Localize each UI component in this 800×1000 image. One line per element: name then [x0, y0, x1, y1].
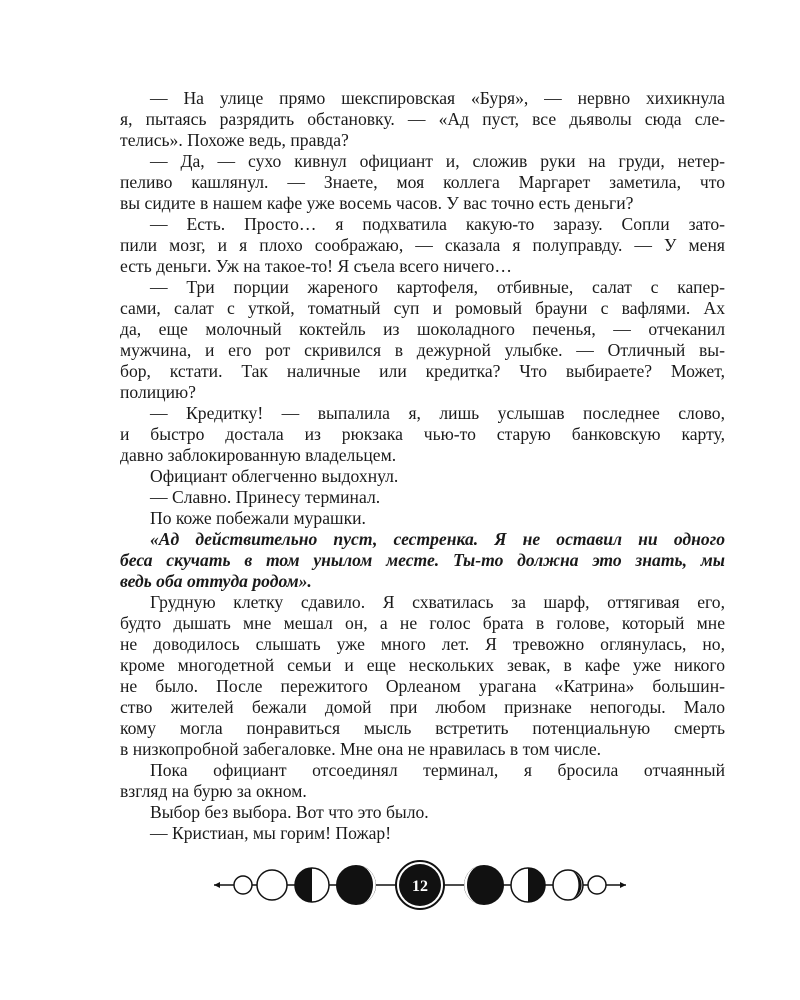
- text-line: не доводилось слышать уже много лет. Я тревожно оглянулась, но,: [120, 634, 725, 654]
- paragraph: [120, 823, 725, 844]
- text-line: Выбор без выбора. Вот что это было.: [150, 802, 429, 822]
- paragraph: [120, 487, 725, 508]
- text-line: — Славно. Принесу терминал.: [150, 487, 381, 507]
- gibbous-moon-icon: [336, 865, 376, 905]
- text-line: не было. После пережитого Орлеаном урагана «Катрина» большин-: [120, 676, 725, 696]
- text-line: ведь оба оттуда родом».: [120, 571, 312, 591]
- text-line: мужчина, и его рот скривился в дежурной улыбке. — Отличный вы-: [120, 340, 725, 360]
- text-line: я, пытаясь разрядить обстановку. — «Ад пуст, все дьяволы сюда сле-: [120, 109, 725, 129]
- half-moon-icon: [295, 868, 329, 902]
- new-moon-small-icon: [588, 876, 606, 894]
- text-line: пеливо кашлянул. — Знаете, моя коллега Маргарет заметила, что: [120, 172, 725, 192]
- text-line: — Кредитку! — выпалила я, лишь услышав последнее слово,: [150, 403, 725, 423]
- text-line: — Три порции жареного картофеля, отбивные, салат с капер-: [150, 277, 725, 297]
- text-line: и быстро достала из рюкзака чью-то старую банковскую карту,: [120, 424, 725, 444]
- right-arrow-icon: [606, 882, 626, 888]
- full-moon-page-number-badge: [396, 861, 444, 909]
- gibbous-moon-icon: [464, 865, 504, 905]
- paragraph: [120, 529, 725, 592]
- text-line: Грудную клетку сдавило. Я схватилась за шарф, оттягивая его,: [150, 592, 725, 612]
- text-line: бор, кстати. Так наличные или кредитка? Что выбираете? Может,: [120, 361, 725, 381]
- text-line: кому могла понравиться мысль встретить потенциальную смерть: [120, 718, 725, 738]
- text-line: кроме многодетной семьи и еще нескольких зевак, в кафе уже никого: [120, 655, 725, 675]
- text-line: — Кристиан, мы горим! Пожар!: [150, 823, 392, 843]
- text-line: — Есть. Просто… я подхватила какую-то заразу. Сопли зато-: [150, 214, 725, 234]
- text-line: да, еще молочный коктейль из шоколадного печенья, — отчеканил: [120, 319, 725, 339]
- text-line: будто дышать мне мешал он, а не голос брата в голове, который мне: [120, 613, 725, 633]
- paragraph: [120, 592, 725, 760]
- text-line: в низкопробной забегаловке. Мне она не нравилась в том числе.: [120, 739, 602, 759]
- text-line: ство жителей бежали домой при любом признаке непогоды. Мало: [120, 697, 725, 717]
- paragraph: [120, 466, 725, 487]
- paragraph: [120, 802, 725, 823]
- new-moon-icon: [257, 870, 287, 900]
- moon-phases-ornament: [210, 860, 630, 910]
- crescent-moon-icon: [553, 870, 583, 900]
- page-body-text: [120, 88, 725, 844]
- paragraph: [120, 88, 725, 151]
- paragraph: [120, 760, 725, 802]
- text-line: — На улице прямо шекспировская «Буря», — нервно хихикнула: [150, 88, 725, 108]
- text-line: взгляд на бурю за окном.: [120, 781, 307, 801]
- text-line: есть деньги. Уж на такое-то! Я съела всего ничего…: [120, 256, 512, 276]
- text-line: Официант облегченно выдохнул.: [150, 466, 399, 486]
- text-line: «Ад действительно пуст, сестренка. Я не оставил ни одного: [150, 529, 725, 549]
- paragraph: [120, 151, 725, 214]
- text-line: беса скучать в том унылом месте. Ты-то должна это знать, мы: [120, 550, 725, 570]
- text-line: полицию?: [120, 382, 196, 402]
- text-line: телись». Похоже ведь, правда?: [120, 130, 349, 150]
- text-line: давно заблокированную владельцем.: [120, 445, 397, 465]
- text-line: Пока официант отсоединял терминал, я бросила отчаянный: [150, 760, 725, 780]
- text-line: — Да, — сухо кивнул официант и, сложив руки на груди, нетер-: [150, 151, 725, 171]
- page-number: 12: [412, 878, 428, 895]
- text-line: По коже побежали мурашки.: [150, 508, 366, 528]
- left-arrow-icon: [214, 882, 234, 888]
- half-moon-icon: [511, 868, 545, 902]
- text-line: вы сидите в нашем кафе уже восемь часов. У вас точно есть деньги?: [120, 193, 634, 213]
- paragraph: [120, 403, 725, 466]
- paragraph: [120, 214, 725, 277]
- paragraph: [120, 277, 725, 403]
- text-line: пили мозг, и я плохо соображаю, — сказала я полуправду. — У меня: [120, 235, 725, 255]
- paragraph: [120, 508, 725, 529]
- new-moon-small-icon: [234, 876, 252, 894]
- text-line: сами, салат с уткой, томатный суп и ромовый брауни с вафлями. Ах: [120, 298, 725, 318]
